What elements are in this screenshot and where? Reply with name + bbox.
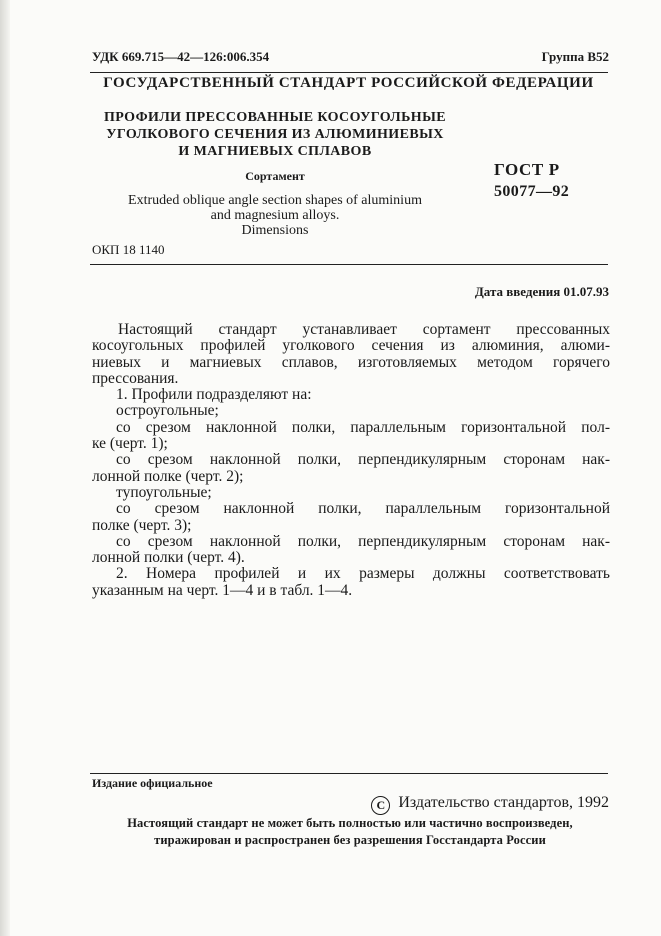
body-line: косоугольных профилей уголкового сечения из алюминия, алюми- [92, 337, 610, 355]
title-line: И МАГНИЕВЫХ СПЛАВОВ [178, 144, 372, 159]
english-title [100, 193, 450, 238]
okp-code: ОКП 18 1140 [92, 242, 165, 257]
body-line: остроугольные; [116, 402, 219, 420]
body-line: лонной полки (черт. 4). [92, 549, 245, 567]
body-line: 2. Номера профилей и их размеры должны соответствовать [116, 565, 610, 583]
body-line: ке (черт. 1); [92, 435, 168, 453]
body-line: Настоящий стандарт устанавливает сортамент прессованных [118, 321, 610, 338]
body-line: со срезом наклонной полки, перпендикулярным сторонам нак- [116, 451, 610, 469]
introduction-date: Дата введения 01.07.93 [474, 284, 609, 299]
copyright-text: Издательство стандартов, 1992 [398, 794, 609, 811]
notice-line: тиражирован и распространен без разрешения Госстандарта России [154, 833, 546, 847]
group-code: Группа В52 [541, 49, 609, 64]
body-line: со срезом наклонной полки, перпендикулярным сторонам нак- [116, 532, 610, 550]
body-line: тупоугольные; [116, 483, 212, 501]
body-line: 1. Профили подразделяют на: [116, 386, 312, 404]
english-title-line: Extruded oblique angle section shapes of aluminium [128, 193, 422, 208]
gost-label: ГОСТ Р [494, 160, 560, 179]
gost-number: 50077—92 [494, 183, 570, 200]
body-line: полке (черт. 3); [92, 516, 192, 534]
copyright-icon: C [371, 796, 390, 815]
body-line: лонной полке (черт. 2); [92, 467, 244, 485]
document-title [100, 109, 450, 160]
body-line: прессования. [92, 369, 179, 387]
body-line: указанным на черт. 1—4 и в табл. 1—4. [92, 581, 353, 599]
document-subtitle: Сортамент [245, 169, 305, 183]
notice-line: Настоящий стандарт не может быть полностью или частично воспроизведен, [127, 816, 573, 830]
english-title-line: and magnesium alloys. [210, 208, 340, 223]
body-line: со срезом наклонной полки, параллельным горизонтальной пол- [116, 418, 610, 436]
body-line: со срезом наклонной полки, параллельным горизонтальной [116, 500, 610, 518]
udk-code: УДК 669.715—42—126:006.354 [92, 49, 270, 64]
copyright-line [371, 794, 609, 815]
official-edition-label: Издание официальное [92, 776, 213, 790]
middle-divider [90, 264, 608, 265]
top-divider [90, 72, 608, 73]
bottom-divider [90, 773, 608, 774]
title-line: ПРОФИЛИ ПРЕССОВАННЫЕ КОСОУГОЛЬНЫЕ [104, 110, 446, 125]
page-edge [0, 0, 10, 936]
standard-body [92, 322, 610, 599]
state-standard-heading: ГОСУДАРСТВЕННЫЙ СТАНДАРТ РОССИЙСКОЙ ФЕДЕРАЦИИ [103, 75, 594, 91]
title-line: УГОЛКОВОГО СЕЧЕНИЯ ИЗ АЛЮМИНИЕВЫХ [106, 127, 444, 142]
reproduction-notice [90, 815, 610, 849]
body-line: ниевых и магниевых сплавов, изготовляемых методом горячего [92, 353, 610, 371]
english-title-line: Dimensions [241, 223, 309, 238]
